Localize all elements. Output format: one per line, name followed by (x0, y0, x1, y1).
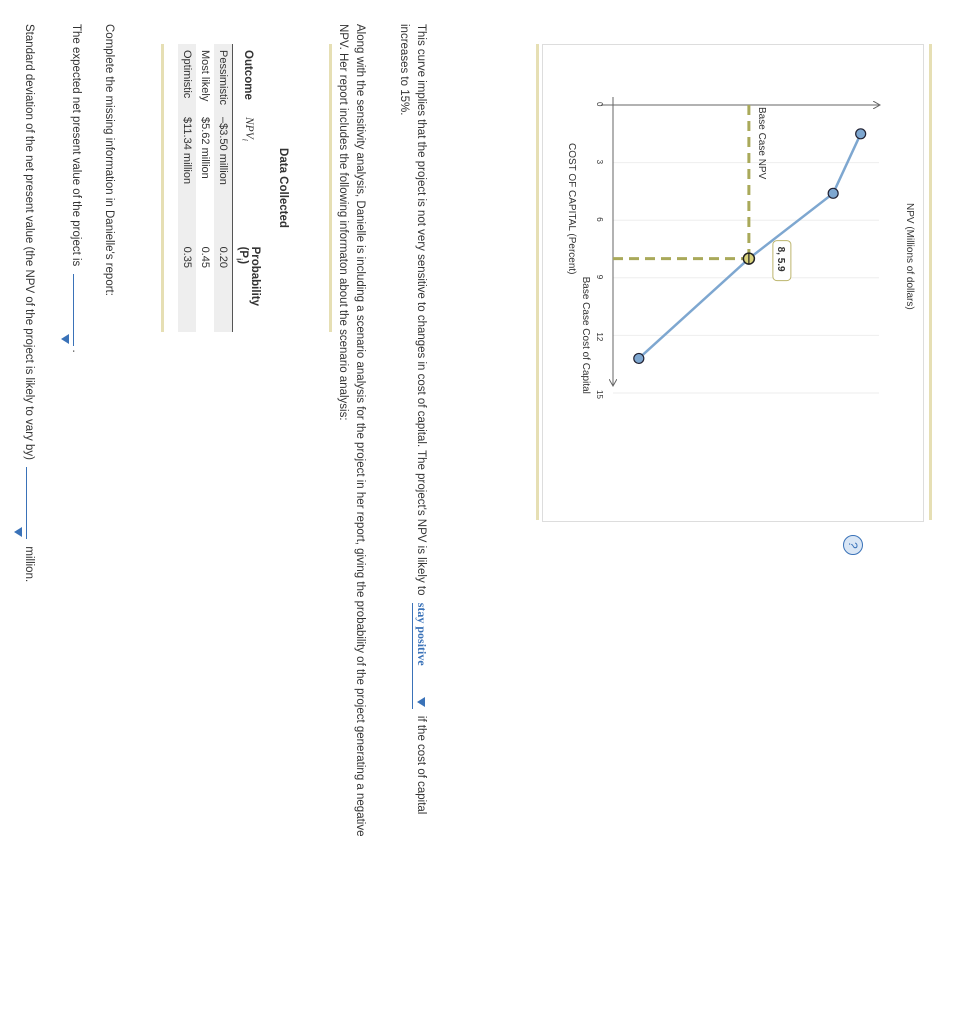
x-tick-label: 15 (595, 390, 604, 399)
chart-panel (542, 44, 924, 549)
chart-title: NPV (Millions of dollars) (904, 203, 915, 310)
highlight-label: 8, 5.9 (774, 246, 786, 272)
data-collected-table (178, 44, 263, 332)
x-tick-label: 3 (595, 159, 604, 165)
table-top-rule (329, 44, 332, 332)
std-dev-dropdown[interactable] (26, 467, 27, 539)
x-tick-label: 6 (595, 217, 604, 222)
paragraph-std-dev: Standard deviation of the net present value (the NPV of the project is likely to vary by) million. (20, 24, 37, 864)
x-tick-label: 0 (595, 102, 604, 107)
table-header-row (232, 44, 263, 332)
table-row: Optimistic $11.34 million 0.35 (178, 44, 196, 332)
npv-point (856, 129, 866, 139)
header-outcome: Outcome (232, 44, 263, 111)
dropdown-arrow-icon (61, 334, 69, 344)
npv-point (828, 188, 838, 198)
bottom-rule (536, 44, 539, 520)
npv-line (639, 134, 861, 359)
table-title: Data Collected (277, 148, 289, 228)
paragraph-sensitivity: This curve implies that the project is not very sensitive to changes in cost of capital. The project's NPV is likely to stay positive if the cost of capital increases to 15%. (398, 24, 429, 815)
paragraph-expected-npv: The expected net present value of the project is . (67, 24, 84, 864)
dropdown-arrow-icon (417, 697, 425, 707)
expected-npv-dropdown[interactable] (73, 274, 74, 346)
x-tick-label: 12 (595, 332, 604, 342)
top-rule (929, 44, 932, 520)
npv-direction-dropdown[interactable]: stay positive (412, 603, 430, 709)
paragraph-instructions: Complete the missing information in Danielle's report: (103, 24, 115, 296)
paragraph-scenario: Along with the sensitivity analysis, Danielle is including a scenario analysis for the project in her report, giving the probability of the project generating a negative NPV. Her report includes the following informaton about the scenario analysis: (337, 24, 366, 837)
table-row: Pessimistic –$3.50 million 0.20 (214, 44, 233, 332)
npv-point (634, 353, 644, 363)
help-icon[interactable]: ? (843, 535, 863, 555)
header-npv: $NPV_i$ (232, 111, 263, 241)
x-axis-label: COST OF CAPITAL (Percent) (566, 143, 577, 275)
base-case-cost-label: Base Case Cost of Capital (580, 276, 591, 394)
header-probability: Probability $(P_i)$ (232, 241, 263, 332)
table-row: Most likely $5.62 million 0.45 (198, 50, 211, 268)
base-case-npv-label: Base Case NPV (755, 107, 767, 180)
npv-chart (543, 45, 923, 521)
dropdown-arrow-icon (14, 527, 22, 537)
data-table-wrap (159, 44, 289, 332)
x-tick-label: 9 (595, 274, 604, 280)
